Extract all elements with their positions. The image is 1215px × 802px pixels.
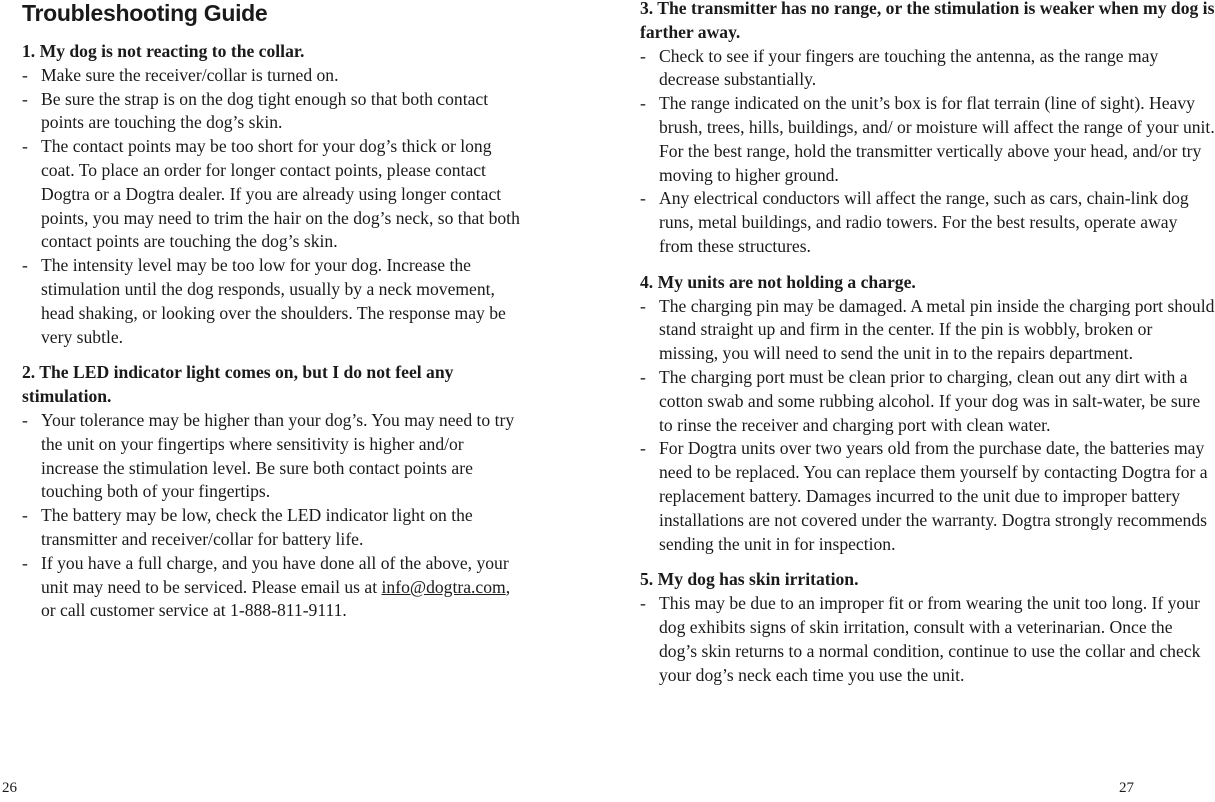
list-item-text: This may be due to an improper fit or from wearing the unit too long. If your dog exhibits signs of skin irritation, consult with a veterinarian. Once the dog’s skin returns to a normal condition, continue to use the collar and check your dog’s neck each time you use the unit. xyxy=(659,593,1201,685)
bullet-list xyxy=(22,409,522,623)
list-item xyxy=(22,552,522,623)
dash-marker: - xyxy=(640,438,646,459)
list-item xyxy=(640,187,1215,258)
dash-marker: - xyxy=(640,366,646,387)
list-item xyxy=(640,437,1215,556)
list-item-text xyxy=(41,552,522,623)
bullet-list xyxy=(640,295,1215,557)
list-item-text: The charging port must be clean prior to charging, clean out any dirt with a cotton swab and some rubbing alcohol. If your dog was in salt-water, be sure to rinse the receiver and charging port with clean water. xyxy=(659,366,1201,435)
bullet-list xyxy=(22,64,522,350)
list-item xyxy=(22,135,522,254)
dash-marker: - xyxy=(640,593,646,614)
list-item xyxy=(640,366,1215,437)
list-item-text: Check to see if your fingers are touching the antenna, as the range may decrease substantially. xyxy=(659,45,1159,90)
contact-text-before: If you have a full charge, and you have done all of the above, your unit may need to be serviced. Please email us at xyxy=(41,552,509,597)
list-item xyxy=(22,504,522,552)
list-item xyxy=(640,592,1215,687)
page-number: 26 xyxy=(2,780,17,796)
list-item xyxy=(22,64,522,88)
dash-marker: - xyxy=(22,552,28,573)
section-heading: 3. The transmitter has no range, or the stimulation is weaker when my dog is farther away. xyxy=(640,0,1215,42)
list-item-text: The charging pin may be damaged. A metal pin inside the charging port should stand straight up and firm in the center. If the pin is wobbly, broken or missing, you will need to send the unit in to the repairs department. xyxy=(659,295,1215,364)
section-heading: 4. My units are not holding a charge. xyxy=(640,271,916,292)
list-item xyxy=(640,45,1215,93)
section-2 xyxy=(22,361,522,623)
dash-marker: - xyxy=(640,45,646,66)
page-number: 27 xyxy=(1119,780,1134,796)
dash-marker: - xyxy=(22,64,28,85)
list-item-text: Be sure the strap is on the dog tight enough so that both contact points are touching the dog’s skin. xyxy=(41,88,489,133)
list-item-text: Any electrical conductors will affect the range, such as cars, chain-link dog runs, metal buildings, and radio towers. For the best results, operate away from these structures. xyxy=(659,188,1189,256)
dash-marker: - xyxy=(22,88,28,109)
bullet-list xyxy=(640,45,1215,259)
section-4 xyxy=(640,271,1215,557)
list-item-text: For Dogtra units over two years old from the purchase date, the batteries may need to be replaced. You can replace them yourself by contacting Dogtra for a replacement battery. Damages incurred to the unit due to improper battery installations are not covered under the warranty. Dogtra strongly recommends sending the unit in for inspection. xyxy=(659,438,1208,554)
left-page xyxy=(0,0,560,802)
dash-marker: - xyxy=(640,295,646,316)
list-item-text: The contact points may be too short for your dog’s thick or long coat. To place an order for longer contact points, please contact Dogtra or a Dogtra dealer. If you are already using longer contact points, you may need to trim the hair on the dog’s neck, so that both contact points are touching the dog’s skin. xyxy=(41,136,520,252)
dash-marker: - xyxy=(22,409,28,430)
right-page xyxy=(570,0,1215,802)
section-heading: 1. My dog is not reacting to the collar. xyxy=(22,41,305,61)
dash-marker: - xyxy=(640,188,646,209)
right-column xyxy=(640,0,1215,699)
list-item xyxy=(22,254,522,349)
section-1 xyxy=(22,40,522,349)
left-column xyxy=(22,40,522,635)
list-item-text: The battery may be low, check the LED indicator light on the transmitter and receiver/collar for battery life. xyxy=(41,505,473,549)
email-link[interactable]: info@dogtra.com xyxy=(381,576,506,597)
bullet-list xyxy=(640,592,1215,687)
contact-text-after: , or call customer service at 1-888-811-9111. xyxy=(41,576,511,621)
list-item-text: Make sure the receiver/collar is turned on. xyxy=(41,64,339,85)
list-item-text: The intensity level may be too low for your dog. Increase the stimulation until the dog responds, usually by a neck movement, head shaking, or looking over the shoulders. The response may be very subtle. xyxy=(41,255,506,347)
dash-marker: - xyxy=(22,255,28,276)
list-item xyxy=(22,88,522,136)
section-heading: 2. The LED indicator light comes on, but I do not feel any stimulation. xyxy=(22,362,454,407)
list-item xyxy=(22,409,522,504)
section-5 xyxy=(640,568,1215,687)
section-heading: 5. My dog has skin irritation. xyxy=(640,569,859,590)
section-3 xyxy=(640,0,1215,259)
dash-marker: - xyxy=(22,505,28,526)
dash-marker: - xyxy=(22,136,28,157)
list-item-text: Your tolerance may be higher than your dog’s. You may need to try the unit on your fingertips where sensitivity is higher and/or increase the stimulation level. Be sure both contact points are touching both of your fingertips. xyxy=(41,409,515,502)
list-item-text: The range indicated on the unit’s box is for flat terrain (line of sight). Heavy brush, trees, hills, buildings, and/ or moisture will affect the range of your unit. For the best range, hold the transmitter vertically above your head, and/or try moving to higher ground. xyxy=(659,93,1215,185)
page-title: Troubleshooting Guide xyxy=(22,0,268,26)
dash-marker: - xyxy=(640,93,646,114)
list-item xyxy=(640,92,1215,187)
list-item xyxy=(640,295,1215,366)
